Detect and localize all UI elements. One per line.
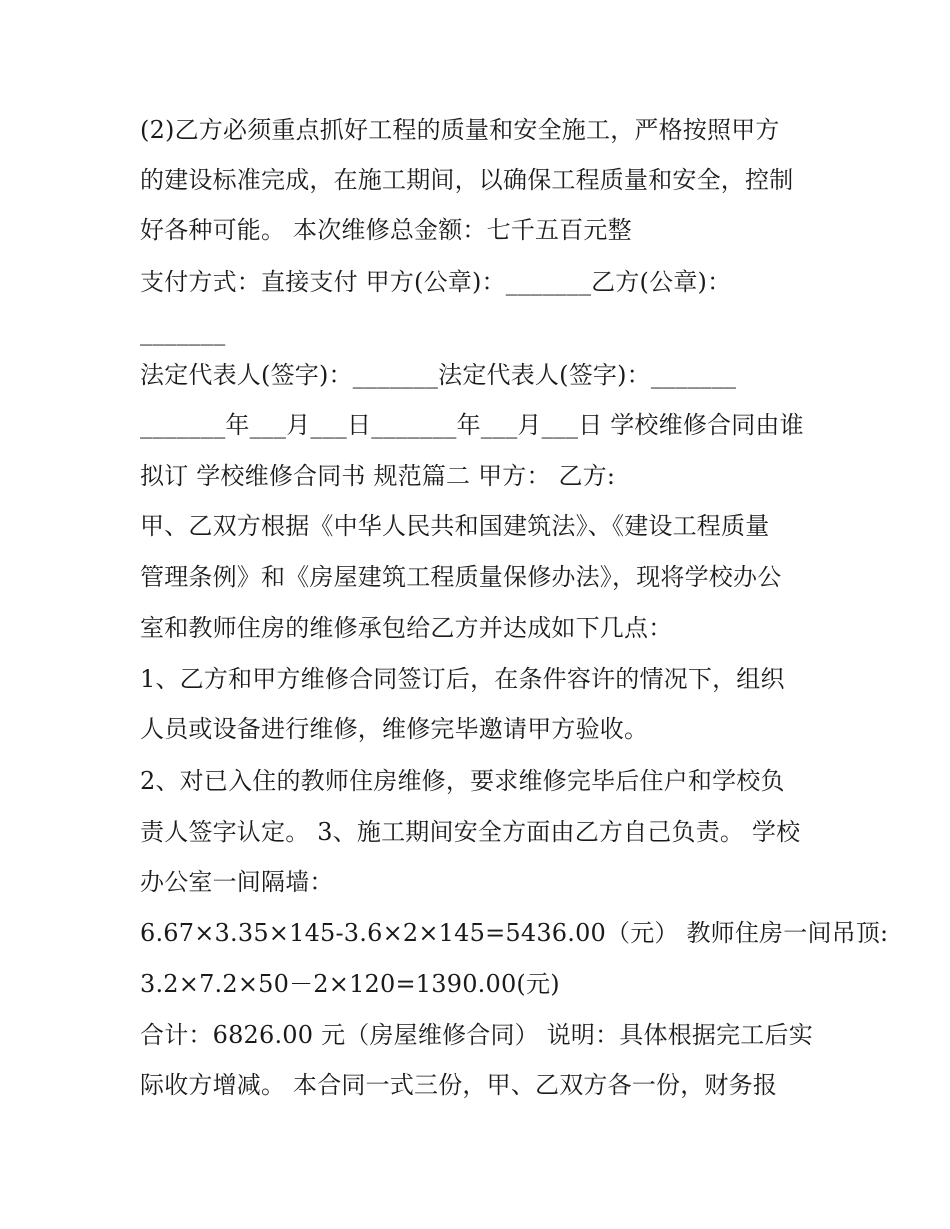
text-line: _______ [140,318,226,346]
text-line: 责人签字认定。 3、施工期间安全方面由乙方自己负责。 学校 [140,818,801,846]
text-line: 2、对已入住的教师住房维修，要求维修完毕后住户和学校负 [140,767,785,795]
text-line: 6.67×3.35×145-3.6×2×145=5436.00（元） 教师住房一间吊顶: [140,919,889,947]
text-line: 人员或设备进行维修，维修完毕邀请甲方验收。 [140,715,649,743]
text-line: 好各种可能。 本次维修总金额：七千五百元整 [140,216,632,244]
text-line: 3.2×7.2×50－2×120=1390.00(元) [140,970,560,998]
text-line: 的建设标准完成，在施工期间，以确保工程质量和安全，控制 [140,166,794,194]
text-line: 合计：6826.00 元（房屋维修合同） 说明：具体根据完工后实 [140,1021,813,1049]
text-line: (2)乙方必须重点抓好工程的质量和安全施工，严格按照甲方 [140,116,780,144]
text-line: 办公室一间隔墙： [140,868,334,896]
text-line: 管理条例》和《房屋建筑工程质量保修办法》，现将学校办公 [140,563,782,591]
text-line: 法定代表人(签字)：_______法定代表人(签字)：_______ [140,361,737,389]
text-line: 际收方增减。 本合同一式三份，甲、乙双方各一份，财务报 [140,1071,778,1099]
text-line: 支付方式：直接支付 甲方(公章)：_______乙方(公章)： [140,268,732,296]
document-page [140,0,889,1229]
text-line: 甲、乙双方根据《中华人民共和国建筑法》、《建设工程质量 [140,512,770,540]
text-line: _______年___月___日_______年___月___日 学校维修合同由谁 [140,411,804,439]
text-line: 室和教师住房的维修承包给乙方并达成如下几点： [140,614,673,642]
text-line: 1、乙方和甲方维修合同签订后，在条件容许的情况下，组织 [140,665,785,693]
text-line: 拟订 学校维修合同书 规范篇二 甲方： 乙方: [140,462,616,490]
